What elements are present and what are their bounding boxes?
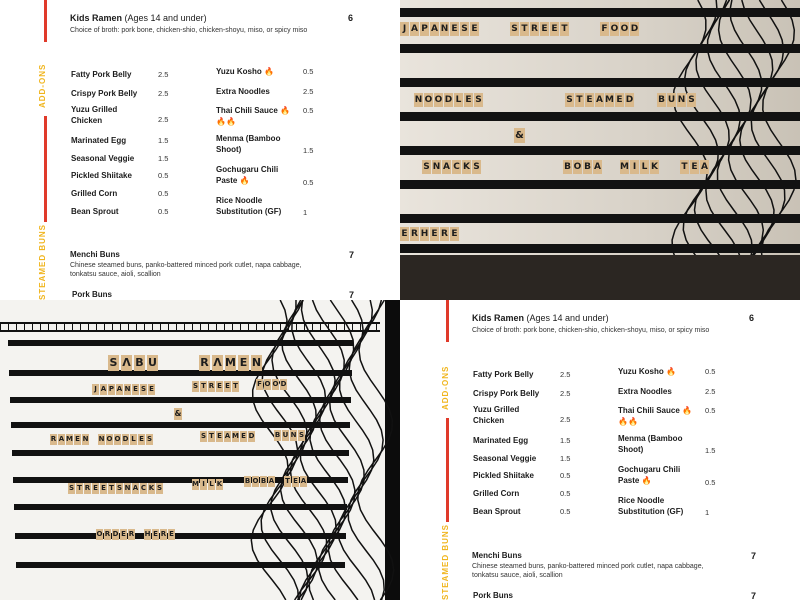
- letter-tile: D: [112, 530, 119, 538]
- addon-price: 0.5: [158, 189, 169, 198]
- letter-tile: E: [691, 162, 698, 172]
- letter-tile: M: [620, 162, 629, 172]
- menu-photo-bottom-right: [400, 300, 800, 600]
- letter-tile: N: [677, 95, 686, 105]
- addon-name: Pickled Shiitake: [71, 171, 132, 180]
- addon-price: 0.5: [705, 406, 716, 415]
- red-divider: [446, 418, 449, 522]
- spicy-fire-icon: 🔥: [639, 476, 652, 485]
- letter-tile: E: [241, 432, 246, 440]
- letter-tile: R: [208, 382, 215, 390]
- letter-tile: J: [400, 22, 409, 36]
- addon-price: 2.5: [560, 370, 571, 379]
- addon-name: Gochugaru Chili Paste: [216, 165, 279, 185]
- addon-name: Gochugaru Chili Paste: [618, 465, 681, 485]
- shelf-rail: [14, 504, 347, 510]
- shelf-rail: [400, 44, 800, 53]
- letter-tile: E: [217, 382, 222, 390]
- letter-tile: B: [584, 162, 591, 172]
- addon-item: [71, 135, 141, 146]
- addon-name: Menma (Bamboo Shoot): [618, 434, 683, 454]
- letter-tile: O: [106, 435, 113, 443]
- letter-tile: A: [224, 432, 231, 440]
- kids-ramen-name: Kids Ramen: [70, 13, 123, 23]
- letter-tile: S: [200, 432, 207, 440]
- bun-price: 7: [751, 591, 757, 600]
- floor-shadow: [400, 255, 800, 300]
- bun-name: Pork Buns: [72, 290, 113, 299]
- addon-name: Grilled Corn: [71, 189, 118, 198]
- letter-tile: S: [116, 484, 123, 492]
- addon-name: Crispy Pork Belly: [473, 389, 540, 398]
- letter-tile: E: [293, 477, 298, 485]
- letter-tile: O: [272, 380, 279, 388]
- menu-card: [400, 300, 800, 600]
- addon-name: Fatty Pork Belly: [473, 370, 534, 379]
- letter-tile: L: [455, 95, 462, 105]
- letter-tile: T: [201, 382, 206, 390]
- letter-tile: N: [440, 24, 449, 34]
- letter-tile: A: [100, 385, 107, 393]
- letter-tile: U: [282, 431, 289, 439]
- spicy-fire-icon: 🔥🔥🔥: [216, 106, 290, 126]
- addon-item: [618, 433, 693, 455]
- addon-price: 0.5: [560, 507, 571, 516]
- buns-heading: STEAMED BUNS: [38, 223, 47, 300]
- kids-ramen-name: Kids Ramen: [472, 313, 525, 323]
- letter-tile: O: [114, 435, 121, 443]
- addons-heading: ADD-ONS: [441, 365, 450, 410]
- letter-tile: S: [192, 382, 199, 390]
- shelf-rail: [400, 146, 800, 155]
- addon-item: [618, 495, 693, 517]
- bun-name: Menchi Buns: [472, 551, 522, 560]
- letter-tile: T: [521, 24, 528, 34]
- addon-price: 1: [705, 508, 710, 517]
- letter-tile: B: [274, 431, 281, 439]
- addon-item: [71, 188, 141, 199]
- letter-tile: R: [411, 229, 418, 239]
- letter-tile: N: [432, 162, 441, 172]
- addon-item: [618, 405, 693, 427]
- bun-price: 7: [751, 551, 757, 561]
- addon-price: 1.5: [705, 446, 716, 455]
- letter-tile: A: [701, 162, 708, 172]
- letter-tile: D: [630, 24, 639, 34]
- kids-ramen: [472, 313, 609, 323]
- letter-tile: M: [232, 432, 239, 440]
- letter-tile: F: [257, 380, 262, 388]
- addon-price: 2.5: [158, 115, 169, 124]
- letter-tile: E: [75, 435, 80, 443]
- addon-name: Yuzu Kosho: [618, 367, 664, 376]
- letter-tile: Λ: [122, 356, 131, 369]
- addon-name: Seasonal Veggie: [473, 454, 537, 463]
- shelf-rail: [400, 180, 800, 189]
- letter-tile: A: [431, 24, 438, 34]
- addon-name: Yuzu Kosho: [216, 67, 262, 76]
- addon-item: [473, 369, 543, 380]
- addon-name: Menma (Bamboo Shoot): [216, 134, 281, 154]
- addon-name: Marinated Egg: [71, 136, 127, 145]
- addon-price: 0.5: [303, 67, 314, 76]
- letter-tile: N: [414, 95, 423, 105]
- letter-tile: F: [601, 24, 608, 34]
- shelf-rail: [8, 340, 353, 346]
- letter-tile: A: [594, 162, 601, 172]
- letter-tile: E: [431, 229, 438, 239]
- addon-name: Yuzu Grilled Chicken: [473, 405, 520, 425]
- letter-tile: D: [122, 435, 129, 443]
- addon-price: 1.5: [158, 136, 169, 145]
- addon-item: [216, 164, 291, 186]
- letter-tile: E: [149, 385, 154, 393]
- addon-price: 2.5: [303, 87, 314, 96]
- letter-tile: S: [156, 484, 163, 492]
- addon-name: Extra Noodles: [216, 87, 270, 96]
- letter-tile: N: [98, 435, 105, 443]
- letter-tile: S: [109, 356, 118, 369]
- letter-tile: M: [225, 356, 236, 369]
- letter-tile: H: [144, 530, 151, 538]
- letter-tile: T: [576, 95, 583, 105]
- letter-tile: S: [475, 95, 482, 105]
- addon-name: Rice Noodle Substitution (GF): [216, 196, 282, 216]
- addon-item: [71, 104, 141, 126]
- addon-name: Pickled Shiitake: [473, 471, 534, 480]
- addon-item: [216, 195, 291, 217]
- letter-tile: O: [573, 162, 582, 172]
- letter-tile: M: [605, 95, 614, 105]
- addon-price: 0.5: [560, 489, 571, 498]
- letter-tile: S: [423, 162, 430, 172]
- letter-tile: E: [101, 484, 106, 492]
- addon-price: 2.5: [158, 70, 169, 79]
- addon-price: 0.5: [705, 367, 716, 376]
- letter-tile: E: [541, 24, 548, 34]
- letter-tile: N: [82, 435, 89, 443]
- addon-item: [473, 470, 543, 481]
- letter-tile: A: [58, 435, 65, 443]
- red-divider: [446, 300, 449, 342]
- letter-tile: O: [610, 24, 619, 34]
- letter-tile: E: [239, 356, 248, 369]
- addon-name: Seasonal Veggie: [71, 154, 135, 163]
- red-divider: [44, 116, 47, 222]
- letter-tile: B: [658, 95, 665, 105]
- letter-tile: K: [216, 480, 223, 488]
- letter-tile: J: [92, 384, 99, 395]
- letter-tile: O: [424, 95, 433, 105]
- bun-name: Menchi Buns: [70, 250, 120, 259]
- letter-tile: O: [620, 24, 629, 34]
- letter-tile: K: [148, 484, 155, 492]
- spicy-fire-icon: 🔥🔥🔥: [618, 406, 692, 426]
- letter-tile: E: [401, 229, 408, 239]
- letter-tile: Λ: [213, 356, 222, 369]
- letter-tile: R: [531, 24, 538, 34]
- addon-item: [216, 66, 291, 77]
- shelf-rail: [400, 244, 800, 253]
- addon-name: Fatty Pork Belly: [71, 70, 132, 79]
- addon-item: [618, 464, 693, 486]
- addon-price: 1.5: [560, 454, 571, 463]
- letter-tile: I: [200, 479, 207, 490]
- addon-name: Extra Noodles: [618, 387, 672, 396]
- letter-tile: A: [132, 484, 139, 492]
- letter-tile: M: [192, 480, 199, 488]
- letter-tile: D: [248, 432, 255, 440]
- bun-name: Pork Buns: [473, 591, 514, 600]
- letter-tile: P: [108, 385, 115, 393]
- kids-ramen-sub: (Ages 14 and under): [124, 13, 207, 23]
- shelf-rail: [12, 450, 349, 456]
- addon-price: 0.5: [303, 178, 314, 187]
- menu-card: [0, 0, 400, 300]
- addon-price: 0.5: [303, 106, 314, 115]
- letter-tile: N: [124, 385, 131, 393]
- red-divider: [44, 0, 47, 42]
- letter-tile: T: [285, 477, 290, 485]
- letter-tile: S: [68, 484, 75, 492]
- letter-tile: S: [140, 385, 147, 393]
- addon-item: [216, 133, 291, 155]
- kids-ramen-price: 6: [749, 313, 755, 323]
- addon-price: 1: [303, 208, 308, 217]
- letterboard-closeup-photo: [400, 0, 800, 300]
- letter-tile: T: [233, 382, 238, 390]
- letter-tile: B: [260, 477, 267, 485]
- letter-tile: R: [200, 356, 209, 369]
- letter-tile: T: [681, 162, 688, 172]
- spicy-fire-icon: 🔥: [237, 176, 250, 185]
- letter-tile: R: [104, 530, 111, 538]
- letter-tile: &: [174, 409, 182, 418]
- letter-tile: T: [209, 432, 214, 440]
- letter-tile: N: [124, 484, 131, 492]
- addons-heading: ADD-ONS: [38, 63, 47, 108]
- letter-tile: B: [244, 477, 251, 485]
- letter-tile: E: [225, 382, 230, 390]
- addon-name: Rice Noodle Substitution (GF): [618, 496, 684, 516]
- letter-tile: T: [561, 24, 568, 34]
- addon-name: Bean Sprout: [473, 507, 521, 516]
- letter-tile: K: [651, 162, 658, 172]
- kids-ramen: [70, 13, 207, 23]
- buns-heading: STEAMED BUNS: [441, 523, 450, 600]
- letter-tile: E: [451, 229, 458, 239]
- letter-tile: O: [96, 530, 103, 538]
- letter-tile: P: [421, 24, 428, 34]
- letter-tile: D: [444, 95, 453, 105]
- letter-tile: M: [66, 435, 73, 443]
- letter-tile: T: [109, 484, 114, 492]
- letter-tile: R: [50, 435, 57, 443]
- addon-name: Yuzu Grilled Chicken: [71, 105, 118, 125]
- addon-name: Thai Chili Sauce: [216, 106, 278, 115]
- addon-price: 2.5: [158, 89, 169, 98]
- letter-tile: C: [453, 162, 460, 172]
- addon-price: 0.5: [158, 207, 169, 216]
- letter-tile: E: [139, 435, 144, 443]
- letter-tile: S: [298, 431, 305, 439]
- addon-item: [71, 88, 141, 99]
- letter-tile: E: [451, 24, 458, 34]
- letter-tile: I: [630, 160, 639, 174]
- letter-tile: E: [586, 95, 593, 105]
- bun-price: 7: [349, 250, 355, 260]
- letter-tile: R: [160, 530, 167, 538]
- chopsticks-drawing: [0, 322, 380, 332]
- addon-name: Crispy Pork Belly: [71, 89, 138, 98]
- addon-item: [216, 86, 291, 97]
- addon-item: [473, 506, 543, 517]
- letter-tile: &: [515, 130, 524, 141]
- kids-ramen-price: 6: [348, 13, 354, 23]
- menu-photo-top-left: [0, 0, 400, 300]
- letter-tile: A: [443, 162, 450, 172]
- letter-tile: R: [84, 484, 91, 492]
- letter-tile: L: [131, 435, 136, 443]
- addon-price: 1.5: [560, 436, 571, 445]
- addon-price: 2.5: [560, 415, 571, 424]
- letterboard-wall-photo: [0, 300, 400, 600]
- addon-name: Marinated Egg: [473, 436, 529, 445]
- kids-ramen-desc: Choice of broth: pork bone, chicken-shio, chicken-shoyu, miso, or spicy miso: [472, 327, 710, 334]
- addon-item: [473, 453, 543, 464]
- letter-tile: A: [116, 385, 123, 393]
- shelf-rail: [9, 370, 352, 376]
- letter-tile: H: [420, 229, 429, 239]
- bun-desc: Chinese steamed buns, panko-battered minced pork cutlet, napa cabbage, tonkatsu sauce, aioli, scallion: [70, 262, 302, 278]
- addon-name: Grilled Corn: [473, 489, 520, 498]
- letter-tile: S: [473, 162, 480, 172]
- addon-name: Thai Chili Sauce: [618, 406, 680, 415]
- letter-tile: A: [268, 477, 275, 485]
- shelf-rail: [400, 8, 800, 17]
- letter-tile: E: [471, 24, 478, 34]
- kids-ramen-desc: Choice of broth: pork bone, chicken-shio, chicken-shoyu, miso, or spicy miso: [70, 27, 308, 34]
- letter-tile: E: [153, 530, 158, 538]
- letter-tile: U: [148, 356, 157, 369]
- letter-tile: B: [564, 162, 571, 172]
- letter-tile: E: [616, 95, 623, 105]
- letter-tile: C: [140, 484, 147, 492]
- addon-item: [618, 386, 693, 397]
- bun-desc: Chinese steamed buns, panko-battered minced pork cutlet, napa cabbage, tonkatsu sauce, aioli, scallion: [472, 563, 704, 579]
- letter-tile: O: [434, 95, 443, 105]
- letter-tile: N: [290, 431, 297, 439]
- letter-tile: L: [209, 480, 214, 488]
- addon-item: [71, 206, 141, 217]
- letter-tile: E: [93, 484, 98, 492]
- letter-tile: T: [77, 484, 82, 492]
- addon-name: Bean Sprout: [71, 207, 119, 216]
- letter-tile: E: [465, 95, 472, 105]
- addon-item: [473, 404, 543, 426]
- addon-item: [473, 388, 543, 399]
- addon-price: 0.5: [705, 478, 716, 487]
- letter-tile: S: [146, 435, 153, 443]
- addon-price: 0.5: [158, 171, 169, 180]
- shelf-rail: [15, 533, 346, 539]
- shelf-rail: [400, 78, 800, 87]
- shelf-rail: [16, 562, 345, 568]
- letter-tile: E: [169, 530, 174, 538]
- letter-tile: E: [551, 24, 558, 34]
- letter-tile: S: [511, 24, 518, 34]
- letter-tile: O: [252, 477, 259, 485]
- addon-item: [71, 153, 141, 164]
- letter-tile: E: [121, 530, 126, 538]
- addon-price: 1.5: [158, 154, 169, 163]
- addon-price: 2.5: [705, 387, 716, 396]
- letter-tile: O: [264, 380, 271, 388]
- letter-tile: A: [411, 24, 418, 34]
- addon-price: 0.5: [560, 471, 571, 480]
- letter-tile: K: [463, 162, 470, 172]
- letter-tile: E: [217, 432, 222, 440]
- bun-price: 7: [349, 290, 355, 300]
- letter-tile: S: [566, 95, 573, 105]
- noodle-strand: [358, 300, 394, 600]
- kids-ramen-sub: (Ages 14 and under): [526, 313, 609, 323]
- addon-item: [473, 488, 543, 499]
- shelf-rail: [10, 397, 351, 403]
- letter-tile: D: [625, 95, 634, 105]
- letter-tile: D: [280, 380, 287, 388]
- spicy-fire-icon: 🔥: [663, 367, 676, 376]
- addon-item: [71, 69, 141, 80]
- letter-tile: S: [461, 24, 468, 34]
- shelf-rail: [400, 112, 800, 121]
- letter-tile: L: [641, 162, 648, 172]
- letter-tile: U: [667, 95, 676, 105]
- addon-item: [71, 170, 141, 181]
- addon-item: [473, 435, 543, 446]
- shelf-rail: [11, 422, 350, 428]
- shelf-rail: [400, 214, 800, 223]
- letter-tile: S: [688, 95, 695, 105]
- letter-tile: E: [133, 385, 138, 393]
- letter-tile: A: [596, 95, 603, 105]
- letter-tile: B: [135, 356, 144, 369]
- spicy-fire-icon: 🔥: [261, 67, 274, 76]
- letter-tile: A: [300, 477, 307, 485]
- addon-item: [618, 366, 693, 377]
- addon-price: 2.5: [560, 389, 571, 398]
- letter-tile: R: [128, 530, 135, 538]
- addon-price: 1.5: [303, 146, 314, 155]
- letter-tile: R: [441, 229, 448, 239]
- addon-item: [216, 105, 291, 127]
- letter-tile: N: [251, 356, 262, 369]
